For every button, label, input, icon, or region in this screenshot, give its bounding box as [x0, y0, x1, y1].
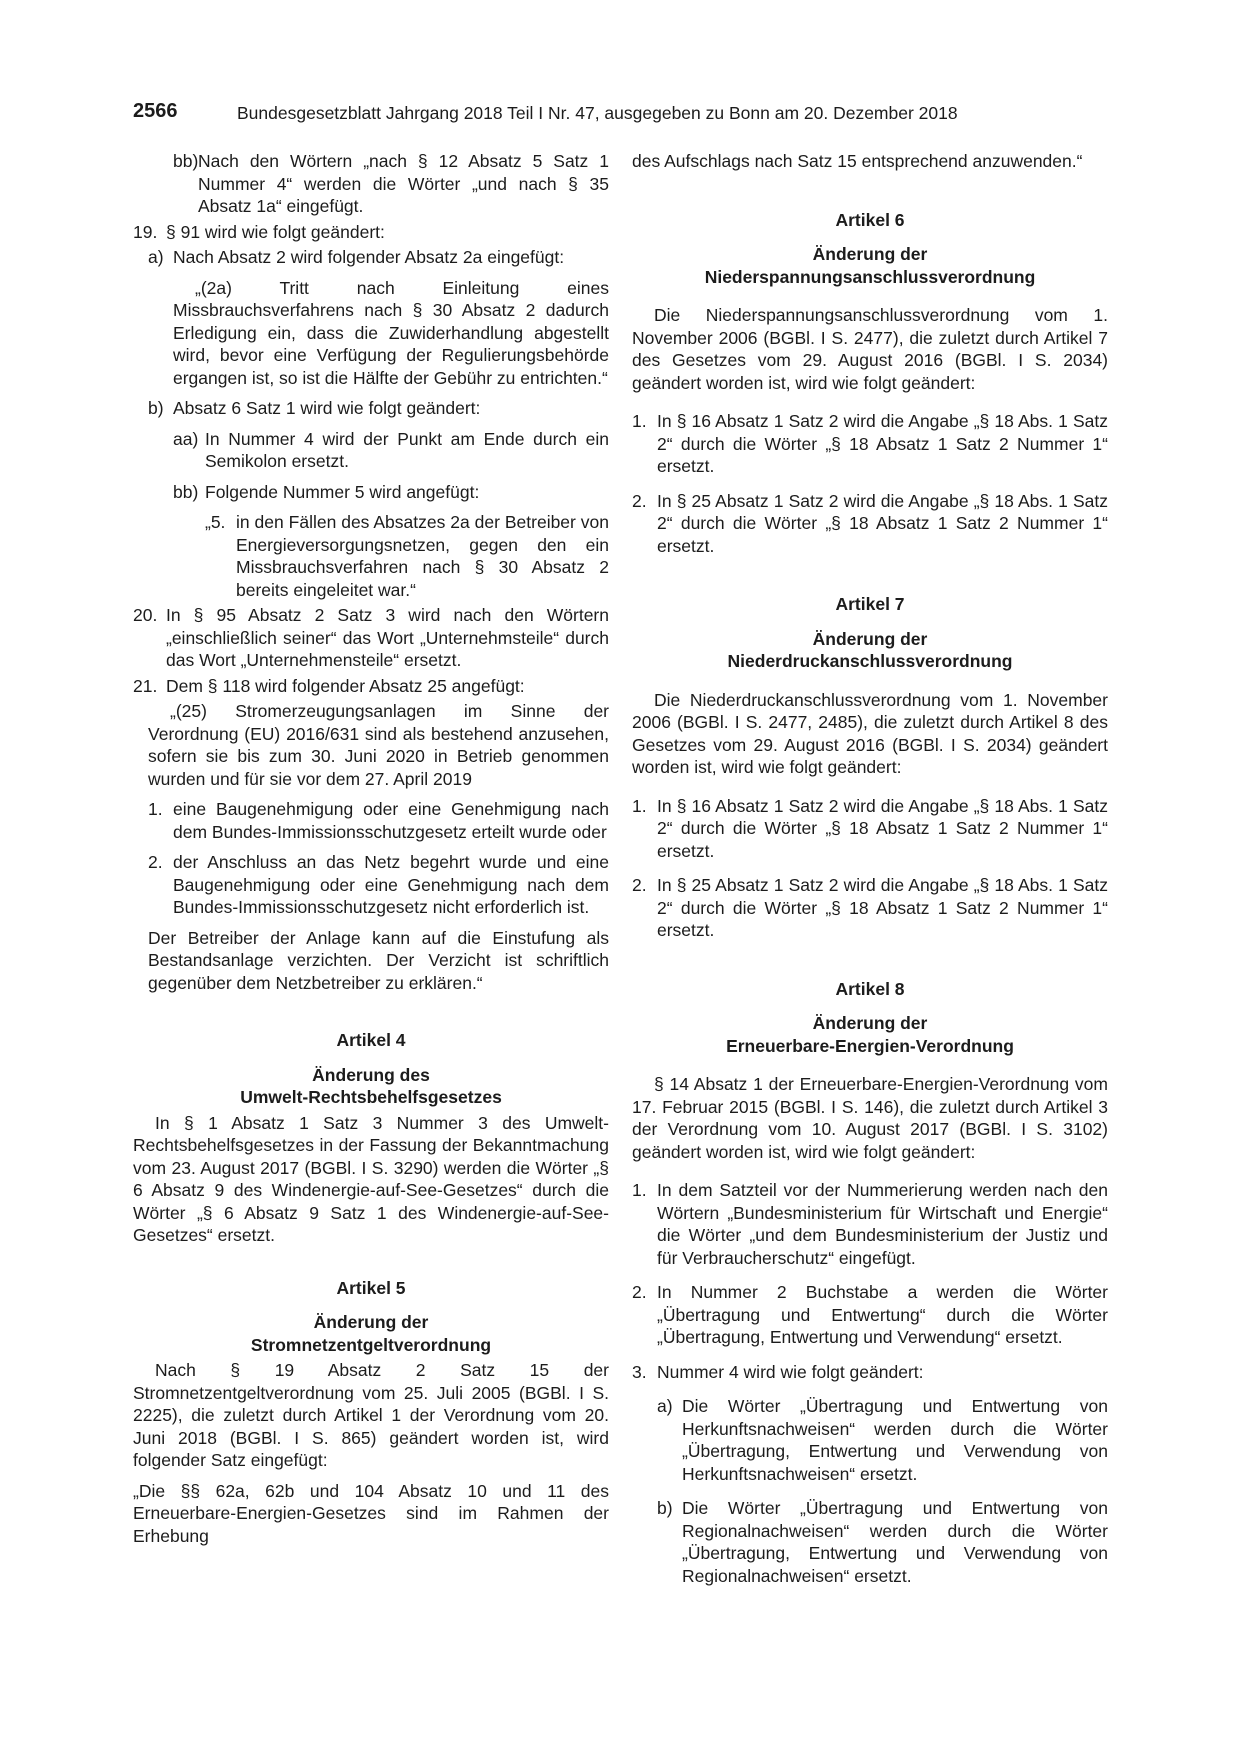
gazette-title: Bundesgesetzblatt Jahrgang 2018 Teil I Nr. 47, ausgegeben zu Bonn am 20. Dezember 2018	[237, 103, 958, 123]
list-item: 2. In Nummer 2 Buchstabe a werden die Wörter „Übertragung und Entwertung“ durch die Wörter „Übertragung, Entwertung und Verwendung“ ersetzt.	[632, 1282, 1108, 1347]
list-item: a) Nach Absatz 2 wird folgender Absatz 2a eingefügt:	[148, 247, 565, 267]
left-column	[133, 150, 609, 1547]
list-item: bb) Folgende Nummer 5 wird angefügt:	[173, 481, 480, 502]
list-item: 19. § 91 wird wie folgt geändert:	[133, 221, 385, 242]
paragraph: § 14 Absatz 1 der Erneuerbare-Energien-Verordnung vom 17. Februar 2015 (BGBl. I S. 146), die zuletzt durch Artikel 3 der Verordnung vom 10. August 2017 (BGBl. I S. 3102) geändert worden ist, wird wie folgt geändert:	[632, 1074, 1108, 1162]
page-number: 2566	[133, 100, 178, 122]
article-number: Artikel 8	[835, 978, 905, 999]
list-item: „5. in den Fällen des Absatzes 2a der Betreiber von Energieversorgungsnetzen, gegen den ein Missbrauchsverfahren nach § 30 Absatz 2 bereits eingeleitet war.“	[205, 512, 609, 600]
page-header	[133, 100, 1108, 124]
paragraph: Der Betreiber der Anlage kann auf die Einstufung als Bestandsanlage verzichten. Der Verzicht ist schriftlich gegenüber dem Netzbetreiber zu erklären.“	[148, 927, 609, 993]
list-item: 2. In § 25 Absatz 1 Satz 2 wird die Angabe „§ 18 Abs. 1 Satz 2“ durch die Wörter „§ 18 Absatz 1 Satz 2 Nummer 1“ ersetzt.	[632, 490, 1108, 556]
list-item: bb) Nach den Wörtern „nach § 12 Absatz 5 Satz 1 Nummer 4“ werden die Wörter „und nach § 35 Absatz 1a“ eingefügt.	[173, 151, 609, 216]
list-item: aa) In Nummer 4 wird der Punkt am Ende durch ein Semikolon ersetzt.	[173, 428, 609, 471]
list-item: a) Die Wörter „Übertragung und Entwertung von Herkunftsnachweisen“ werden durch die Wörter „Übertragung, Entwertung und Verwendung von Herkunftsnachweisen“ ersetzt.	[657, 1396, 1108, 1484]
list-item: 1. In § 16 Absatz 1 Satz 2 wird die Angabe „§ 18 Abs. 1 Satz 2“ durch die Wörter „§ 18 Absatz 1 Satz 2 Nummer 1“ ersetzt.	[632, 795, 1108, 861]
quoted-paragraph: „(25) Stromerzeugungsanlagen im Sinne der Verordnung (EU) 2016/631 sind als bestehend anzusehen, sofern sie bis zum 30. Juni 2020 in Betrieb genommen wurden und für sie vor dem 27. April 2019	[148, 701, 609, 789]
list-item: 2. der Anschluss an das Netz begehrt wurde und eine Baugenehmigung oder eine Genehmigung nach dem Bundes-Immissionsschutzgesetz nicht erforderlich ist.	[148, 852, 609, 917]
article-heading: Änderung der Stromnetzentgeltverordnung	[250, 1312, 492, 1355]
list-item: 21. Dem § 118 wird folgender Absatz 25 angefügt:	[133, 675, 525, 696]
article-heading: Änderung der Niederspannungsanschlussverordnung	[704, 244, 1036, 287]
paragraph: Die Niederspannungsanschlussverordnung vom 1. November 2006 (BGBl. I S. 2477), die zuletzt durch Artikel 7 des Gesetzes vom 29. August 2016 (BGBl. I S. 2034) geändert worden ist, wird wie folgt geändert:	[632, 305, 1108, 393]
list-item: 20. In § 95 Absatz 2 Satz 3 wird nach den Wörtern „einschließlich seiner“ das Wort „Unternehmsteile“ durch das Wort „Unternehmensteile“ ersetzt.	[133, 605, 609, 670]
article-heading: Änderung des Umwelt-Rechtsbehelfsgesetzes	[240, 1064, 502, 1107]
quoted-paragraph: „Die §§ 62a, 62b und 104 Absatz 10 und 11 des Erneuerbare-Energien-Gesetzes sind im Rahmen der Erhebung	[133, 1480, 609, 1546]
list-item: b) Absatz 6 Satz 1 wird wie folgt geändert:	[148, 398, 481, 418]
article-heading: Änderung der Erneuerbare-Energien-Verordnung	[726, 1013, 1014, 1056]
paragraph: des Aufschlags nach Satz 15 entsprechend anzuwenden.“	[632, 151, 1083, 171]
paragraph: Nach § 19 Absatz 2 Satz 15 der Stromnetzentgeltverordnung vom 25. Juli 2005 (BGBl. I S. 2225), die zuletzt durch Artikel 1 der Verordnung vom 20. Juni 2018 (BGBl. I S. 865) geändert worden ist, wird folgender Satz eingefügt:	[133, 1360, 609, 1470]
article-number: Artikel 4	[336, 1030, 406, 1050]
list-item: 2. In § 25 Absatz 1 Satz 2 wird die Angabe „§ 18 Abs. 1 Satz 2“ durch die Wörter „§ 18 Absatz 1 Satz 2 Nummer 1“ ersetzt.	[632, 875, 1108, 940]
article-number: Artikel 6	[835, 209, 905, 230]
list-item: 1. In dem Satzteil vor der Nummerierung werden nach den Wörtern „Bundesministerium für Wirtschaft und Energie“ die Wörter „und dem Bundesministerium der Justiz und für Verbraucherschutz“ eingefügt.	[632, 1180, 1108, 1268]
list-item: 3. Nummer 4 wird wie folgt geändert:	[632, 1361, 924, 1382]
article-number: Artikel 7	[835, 594, 905, 614]
paragraph: Die Niederdruckanschlussverordnung vom 1. November 2006 (BGBl. I S. 2477, 2485), die zuletzt durch Artikel 8 des Gesetzes vom 29. August 2016 (BGBl. I S. 2034) geändert worden ist, wird wie folgt geändert:	[632, 689, 1108, 777]
list-item: b) Die Wörter „Übertragung und Entwertung von Regionalnachweisen“ werden durch die Wörter „Übertragung, Entwertung und Verwendung von Regionalnachweisen“ ersetzt.	[657, 1498, 1108, 1586]
list-item: 1. eine Baugenehmigung oder eine Genehmigung nach dem Bundes-Immissionsschutzgesetz erteilt wurde oder	[148, 799, 609, 842]
article-number: Artikel 5	[336, 1277, 406, 1298]
right-column	[632, 150, 1108, 1587]
article-heading: Änderung der Niederdruckanschlussverordnung	[727, 628, 1013, 671]
list-item: 1. In § 16 Absatz 1 Satz 2 wird die Angabe „§ 18 Abs. 1 Satz 2“ durch die Wörter „§ 18 Absatz 1 Satz 2 Nummer 1“ ersetzt.	[632, 411, 1108, 476]
quoted-paragraph: „(2a) Tritt nach Einleitung eines Missbrauchsverfahrens nach § 30 Absatz 2 dadurch Erledigung ein, dass die Zuwiderhandlung abgestellt wird, bevor eine Verfügung der Regulierungsbehörde ergangen ist, so ist die Hälfte der Gebühr zu entrichten.“	[173, 277, 609, 388]
paragraph: In § 1 Absatz 1 Satz 3 Nummer 3 des Umwelt-Rechtsbehelfsgesetzes in der Fassung der Bekanntmachung vom 23. August 2017 (BGBl. I S. 3290) werden die Wörter „§ 6 Absatz 9 des Windenergie-auf-See-Gesetzes“ durch die Wörter „§ 6 Absatz 9 Satz 1 des Windenergie-auf-See-Gesetzes“ ersetzt.	[133, 1112, 609, 1245]
